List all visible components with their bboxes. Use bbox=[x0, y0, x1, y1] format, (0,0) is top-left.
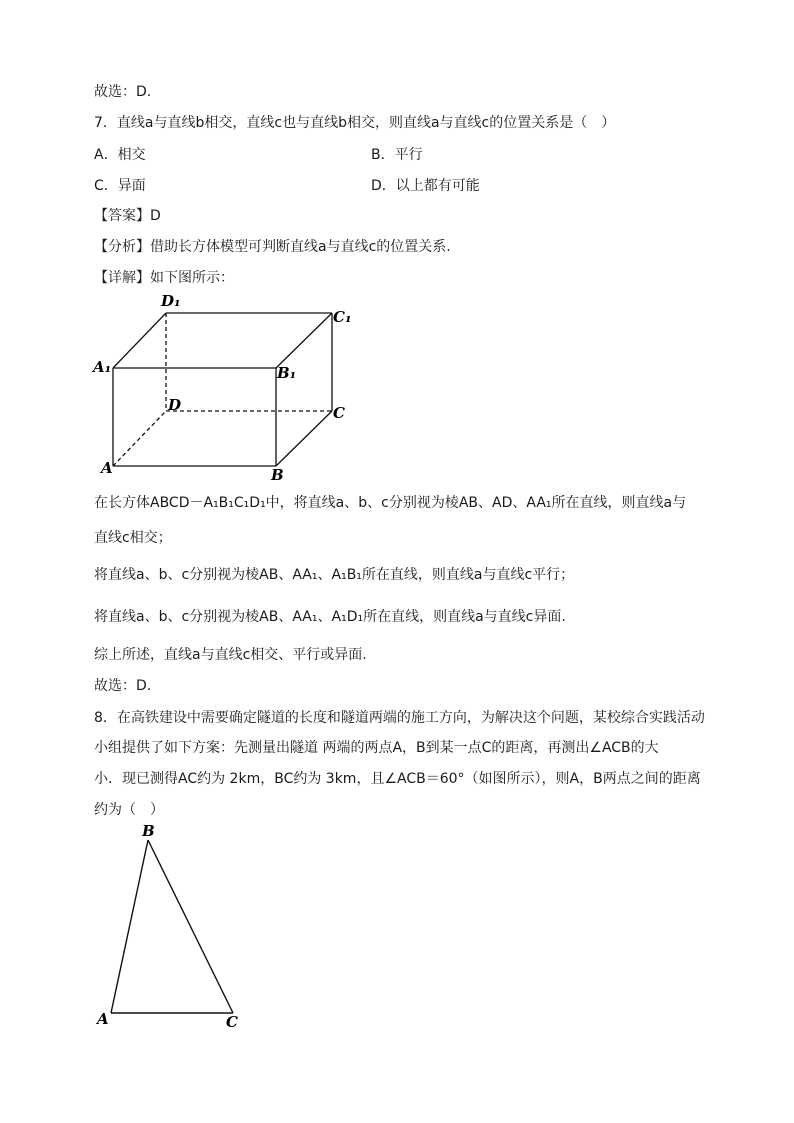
option-b: B．平行 bbox=[371, 147, 423, 163]
option-a: A．相交 bbox=[94, 147, 146, 163]
label-a: A bbox=[101, 459, 113, 477]
label-c1: C₁ bbox=[333, 308, 352, 326]
label-c: C bbox=[333, 404, 345, 422]
label-b: B bbox=[271, 466, 284, 484]
label-d: D bbox=[168, 396, 182, 414]
label-b1: B₁ bbox=[277, 364, 297, 382]
solution-line-1: 在长方体ABCD－A₁B₁C₁D₁中，将直线a、b、c分别视为棱AB、AD、AA₁所在直线，则直线a与 bbox=[94, 495, 687, 511]
question-7-stem: 7．直线a与直线b相交，直线c也与直线b相交，则直线a与直线c的位置关系是（ ） bbox=[94, 115, 616, 131]
solution-summary: 综上所述，直线a与直线c相交、平行或异面. bbox=[94, 647, 367, 663]
solution-line-2: 直线c相交； bbox=[94, 530, 172, 546]
conclusion-line: 故选：D. bbox=[94, 84, 152, 100]
question-8-line-1: 8．在高铁建设中需要确定隧道的长度和隧道两端的施工方向，为解决这个问题，某校综合实践活动 bbox=[94, 710, 705, 726]
solution-line-4: 将直线a、b、c分别视为棱AB、AA₁、A₁D₁所在直线，则直线a与直线c异面. bbox=[94, 609, 566, 625]
label-d1: D₁ bbox=[161, 292, 181, 310]
question-8-line-3: 小．现已测得AC约为 2km，BC约为 3km，且∠ACB＝60°（如图所示），则A，B两点之间的距离 bbox=[94, 771, 701, 787]
question-8-line-4: 约为（ ） bbox=[94, 802, 164, 818]
answer-line: 【答案】D bbox=[94, 208, 161, 224]
option-c: C．异面 bbox=[94, 178, 146, 194]
option-d: D．以上都有可能 bbox=[371, 178, 480, 194]
label-a1: A₁ bbox=[93, 358, 112, 376]
solution-line-3: 将直线a、b、c分别视为棱AB、AA₁、A₁B₁所在直线，则直线a与直线c平行； bbox=[94, 567, 575, 583]
question-8-line-2: 小组提供了如下方案：先测量出隧道 两端的两点A，B到某一点C的距离，再测出∠ACB的大 bbox=[94, 740, 659, 756]
triangle-label-c: C bbox=[226, 1013, 238, 1031]
analysis-line: 【分析】借助长方体模型可判断直线a与直线c的位置关系. bbox=[94, 239, 451, 255]
detail-line: 【详解】如下图所示： bbox=[94, 270, 234, 286]
conclusion-line-2: 故选：D. bbox=[94, 678, 152, 694]
triangle-label-a: A bbox=[97, 1010, 109, 1028]
triangle-label-b: B bbox=[142, 822, 155, 840]
